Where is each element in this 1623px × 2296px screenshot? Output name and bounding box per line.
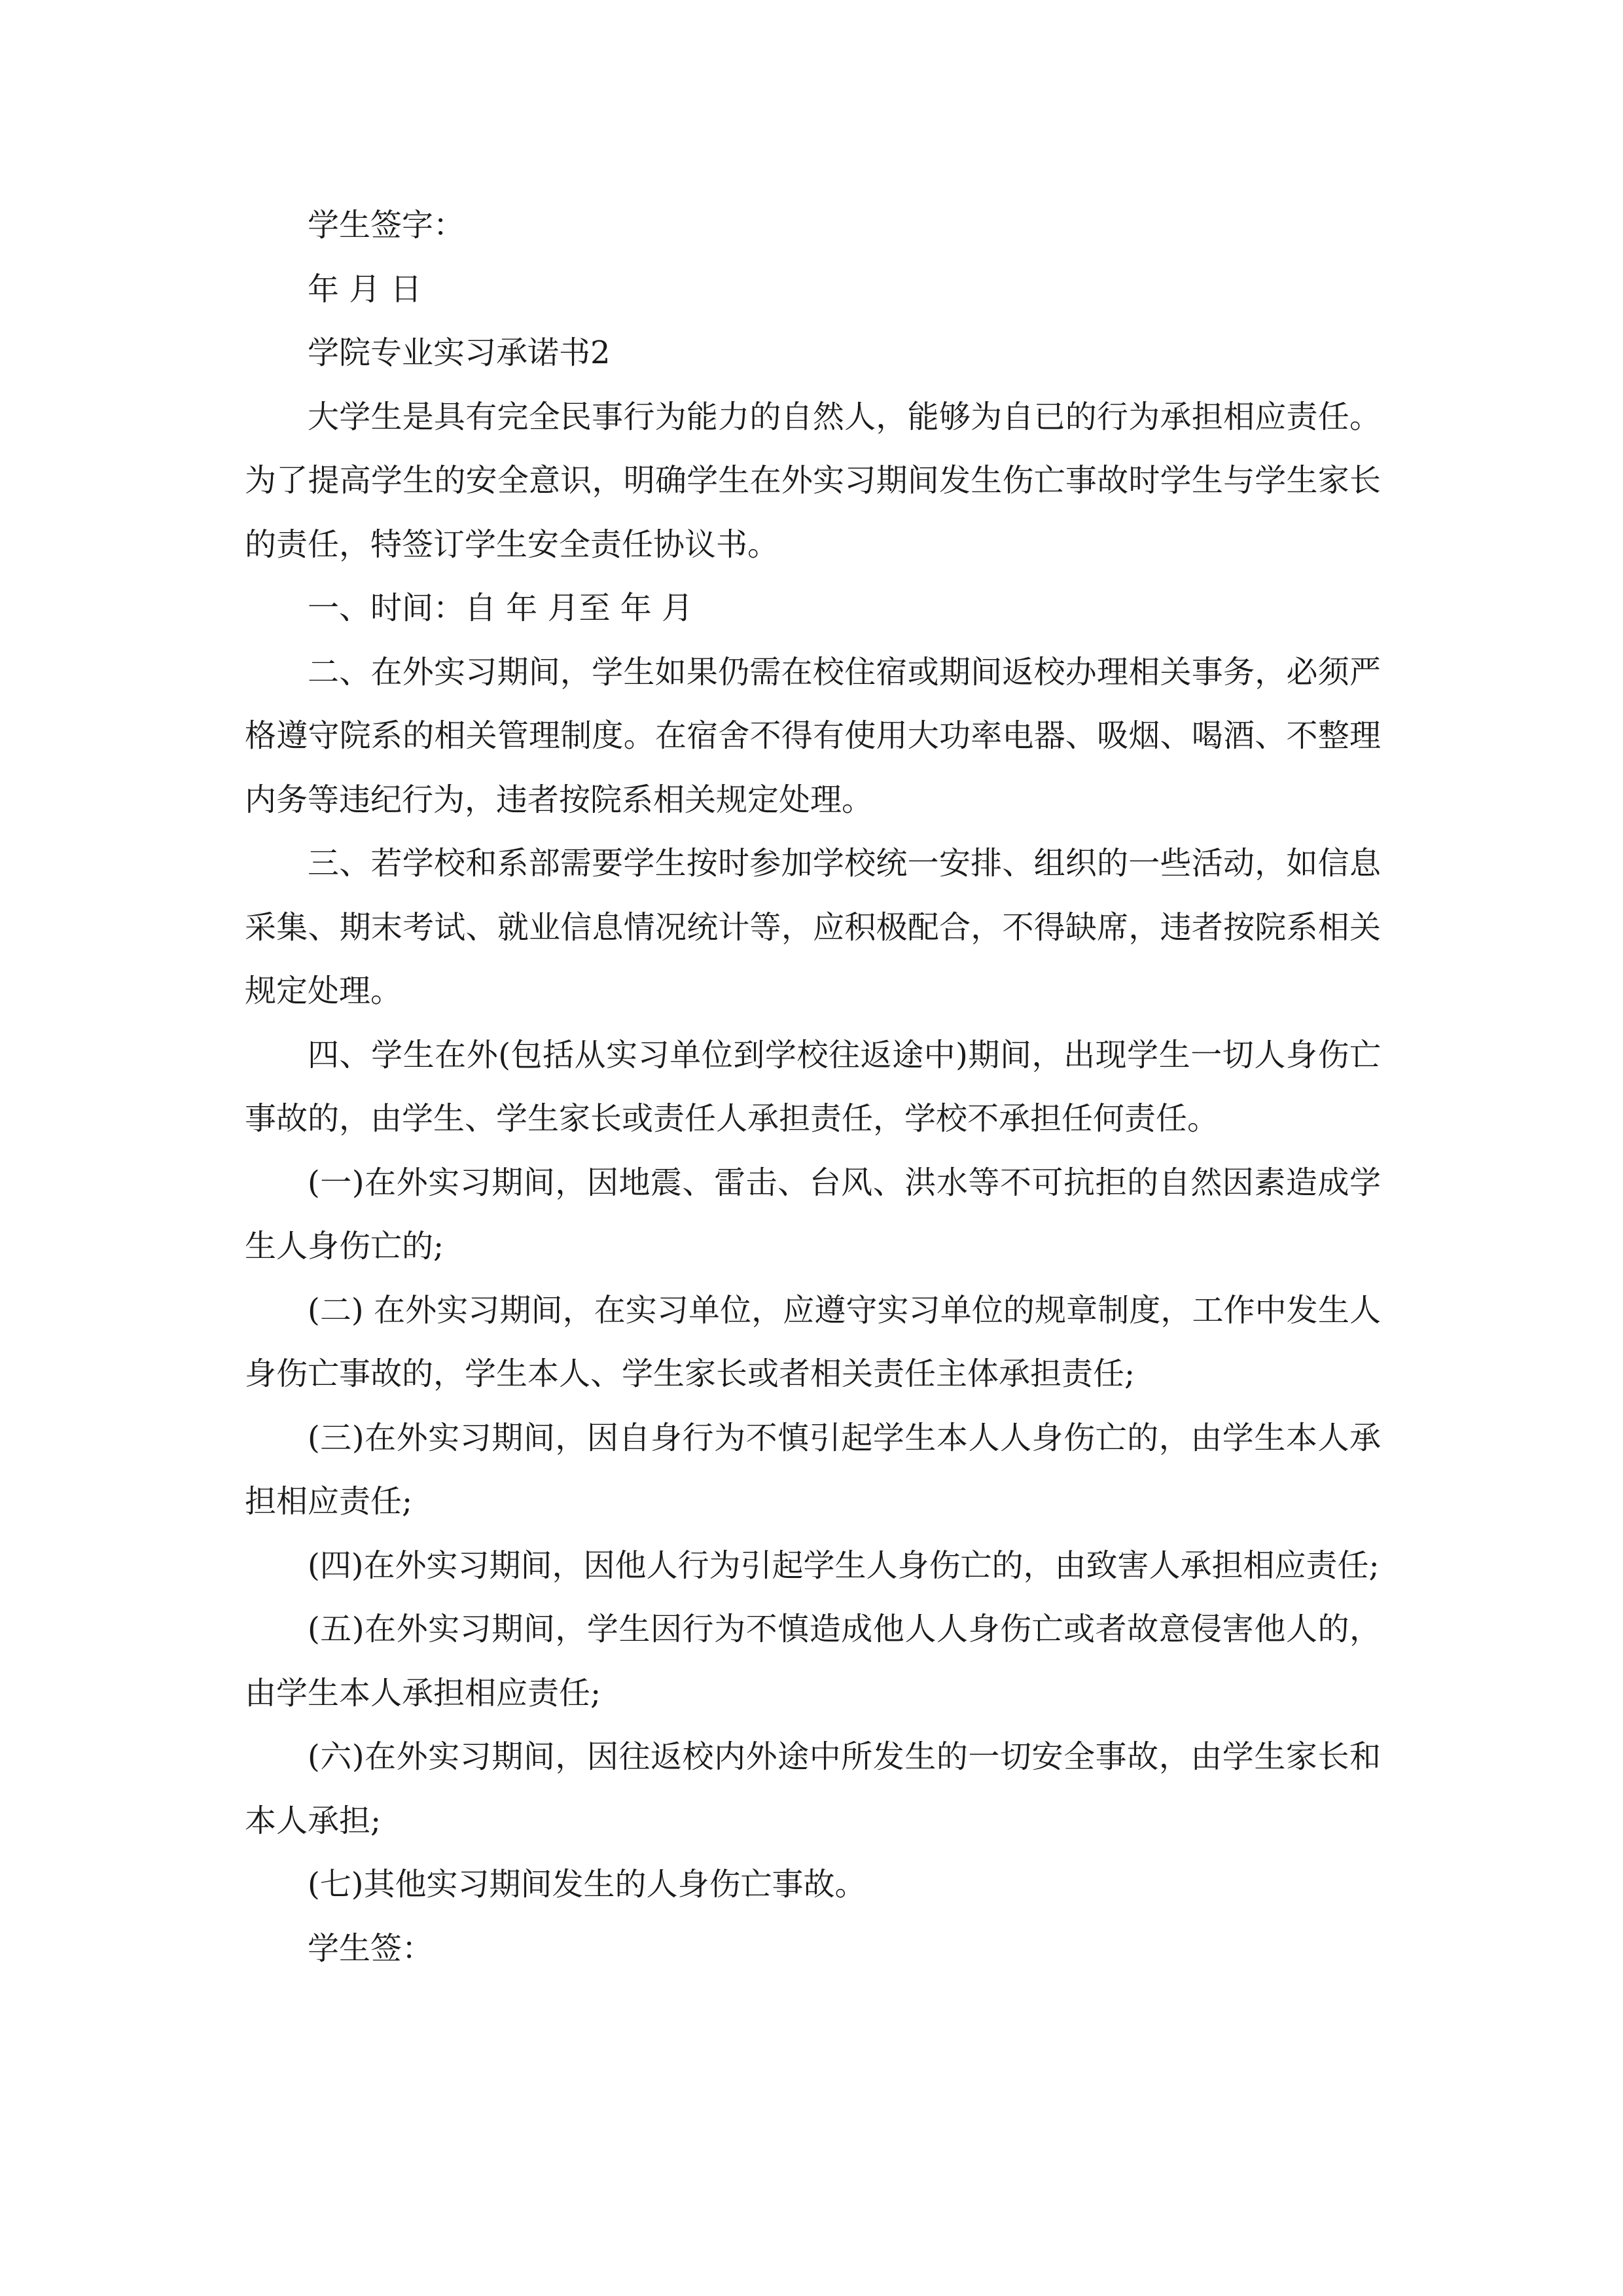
clause-two: 二、在外实习期间，学生如果仍需在校住宿或期间返校办理相关事务，必须严格遵守院系的相关管理制度。在宿舍不得有使用大功率电器、吸烟、喝酒、不整理内务等违纪行为，违者按院系相关规定处理。 (245, 653, 1381, 818)
clause-time: 一、时间：自 年 月至 年 月 (308, 590, 694, 626)
date-line: 年 月 日 (308, 270, 422, 308)
sub-clause-5: (五)在外实习期间，学生因行为不慎造成他人人身伤亡或者故意侵害他人的，由学生本人承担相应责任; (245, 1611, 1381, 1712)
student-signature-label: 学生签字： (308, 207, 465, 243)
document-title: 学院专业实习承诺书2 (308, 334, 611, 371)
document-body (245, 194, 1381, 1981)
intro-paragraph: 大学生是具有完全民事行为能力的自然人，能够为自已的行为承担相应责任。为了提高学生的安全意识，明确学生在外实习期间发生伤亡事故时学生与学生家长的责任，特签订学生安全责任协议书。 (245, 398, 1381, 563)
student-sign-label: 学生签： (308, 1929, 434, 1967)
sub-clause-7: (七)其他实习期间发生的人身伤亡事故。 (308, 1866, 866, 1903)
clause-three: 三、若学校和系部需要学生按时参加学校统一安排、组织的一些活动，如信息采集、期末考试、就业信息情况统计等，应积极配合，不得缺席，违者按院系相关规定处理。 (245, 845, 1381, 1009)
clause-four: 四、学生在外(包括从实习单位到学校往返途中)期间，出现学生一切人身伤亡事故的，由学生、学生家长或责任人承担责任，学校不承担任何责任。 (245, 1036, 1381, 1137)
sub-clause-2: (二) 在外实习期间，在实习单位，应遵守实习单位的规章制度，工作中发生人身伤亡事故的，学生本人、学生家长或者相关责任主体承担责任; (245, 1291, 1381, 1392)
sub-clause-6: (六)在外实习期间，因往返校内外途中所发生的一切安全事故，由学生家长和本人承担; (245, 1738, 1381, 1839)
sub-clause-1: (一)在外实习期间，因地震、雷击、台风、洪水等不可抗拒的自然因素造成学生人身伤亡的; (245, 1164, 1381, 1265)
sub-clause-4: (四)在外实习期间，因他人行为引起学生人身伤亡的，由致害人承担相应责任; (308, 1547, 1380, 1584)
sub-clause-3: (三)在外实习期间，因自身行为不慎引起学生本人人身伤亡的，由学生本人承担相应责任; (245, 1419, 1381, 1520)
